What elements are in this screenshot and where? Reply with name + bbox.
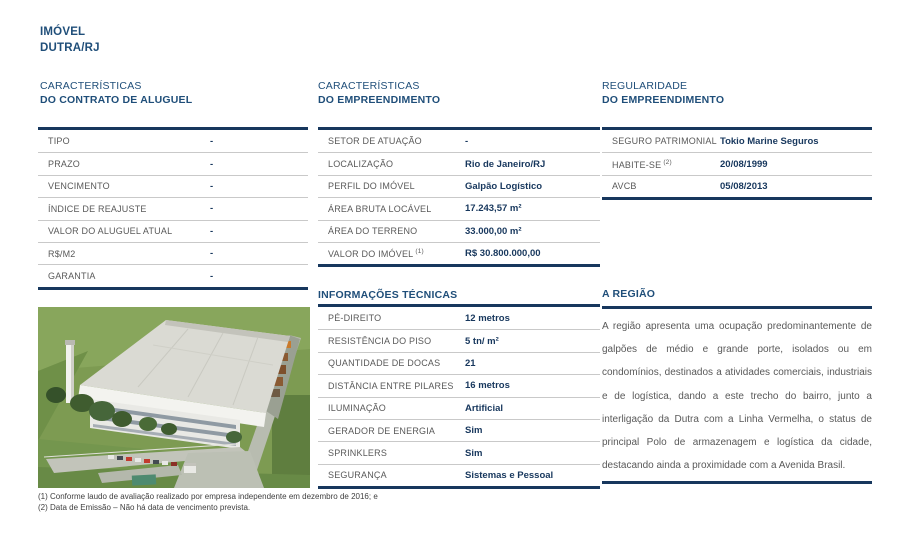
row-label: GERADOR DE ENERGIA [328, 425, 436, 436]
regularity-section-header [602, 80, 872, 107]
table-row [38, 220, 308, 242]
page-title-line1: IMÓVEL [40, 26, 86, 38]
row-value: - [210, 180, 214, 192]
row-label: PRAZO [48, 159, 81, 170]
regularity-header-line1: REGULARIDADE [602, 80, 688, 92]
row-value: 5 tn/ m² [465, 335, 499, 347]
table-row [38, 197, 308, 219]
row-label-footnote-ref: (2) [661, 158, 672, 166]
table-row [318, 152, 600, 174]
table-row [318, 374, 600, 396]
row-value: Sim [465, 425, 483, 437]
row-value: Tokio Marine Seguros [720, 135, 819, 147]
table-row [318, 464, 600, 486]
contract-header-line2: DO CONTRATO DE ALUGUEL [40, 93, 193, 106]
row-label-footnote-ref: (1) [413, 248, 424, 256]
row-value: 21 [465, 357, 476, 369]
page-title [40, 24, 100, 56]
row-value: 33.000,00 m² [465, 225, 522, 237]
table-row [38, 175, 308, 197]
development-table [318, 127, 600, 267]
table-row [602, 175, 872, 197]
row-value: - [210, 158, 214, 170]
row-label: ÁREA BRUTA LOCÁVEL [328, 203, 432, 214]
technical-section-header: INFORMAÇÕES TÉCNICAS [318, 289, 458, 301]
row-value: R$ 30.800.000,00 [465, 248, 541, 260]
contract-header-line1: CARACTERÍSTICAS [40, 80, 142, 92]
row-label: PÉ-DIREITO [328, 313, 382, 324]
region-bottom-rule [602, 481, 872, 484]
table-row [602, 152, 872, 174]
aerial-photo-warehouse [38, 307, 310, 488]
row-label: ÁREA DO TERRENO [328, 226, 418, 237]
row-label: SEGURANÇA [328, 470, 387, 481]
footnotes [38, 492, 378, 513]
row-label: AVCB [612, 181, 637, 192]
table-row [318, 220, 600, 242]
row-label: ILUMINAÇÃO [328, 403, 387, 414]
table-row [602, 130, 872, 152]
table-row [318, 197, 600, 219]
row-label: SEGURO PATRIMONIAL [612, 136, 717, 147]
row-value: Rio de Janeiro/RJ [465, 158, 546, 170]
row-label: ÍNDICE DE REAJUSTE [48, 203, 147, 214]
row-value: - [210, 270, 214, 282]
table-row [318, 130, 600, 152]
technical-table [318, 304, 600, 489]
row-label: HABITE-SE $^{(2)}$ [612, 158, 672, 170]
row-value: - [465, 135, 469, 147]
table-row [318, 441, 600, 463]
development-header-line1: CARACTERÍSTICAS [318, 80, 420, 92]
table-row [38, 130, 308, 152]
row-label: PERFIL DO IMÓVEL [328, 181, 415, 192]
row-label: QUANTIDADE DE DOCAS [328, 358, 441, 369]
row-label: GARANTIA [48, 271, 96, 282]
table-row [318, 352, 600, 374]
row-value: 16 metros [465, 380, 510, 392]
row-value: Artificial [465, 402, 504, 414]
row-label: DISTÂNCIA ENTRE PILARES [328, 380, 454, 391]
row-value: 17.243,57 m² [465, 203, 522, 215]
row-value: Galpão Logístico [465, 180, 543, 192]
row-label: VALOR DO ALUGUEL ATUAL [48, 226, 173, 237]
row-value: - [210, 203, 214, 215]
row-label: TIPO [48, 136, 70, 147]
row-label: RESISTÊNCIA DO PISO [328, 336, 432, 347]
row-value: 20/08/1999 [720, 158, 768, 170]
table-row [318, 242, 600, 264]
row-value: 12 metros [465, 312, 510, 324]
table-row [318, 329, 600, 351]
footnote-2: (2) Data de Emissão – Não há data de vencimento prevista. [38, 502, 251, 512]
table-row [38, 152, 308, 174]
aerial-photo-graphic [38, 307, 310, 488]
row-label: SPRINKLERS [328, 448, 388, 459]
page-title-line2: DUTRA/RJ [40, 42, 100, 54]
row-label: LOCALIZAÇÃO [328, 159, 394, 170]
row-value: - [210, 135, 214, 147]
table-row [38, 264, 308, 286]
regularity-table [602, 127, 872, 200]
development-section-header [318, 80, 600, 107]
table-row [318, 419, 600, 441]
row-label: R$/M2 [48, 248, 76, 259]
regularity-header-line2: DO EMPREENDIMENTO [602, 93, 725, 106]
region-section-header: A REGIÃO [602, 288, 872, 309]
region-description-text: A região apresenta uma ocupação predominantemente de galpões de médio e grande porte, isolados ou em condomínios, destinados a atividades comerciais, industriais e de logística, dando a este trecho do bairro, junto a interligação da Dutra com a Linha Vermelha, o status de principal Polo de armazenagem e logística da cidade, destacando ainda a proximidade com a Avenida Brasil. [602, 321, 872, 472]
table-row [38, 242, 308, 264]
row-value: Sim [465, 447, 483, 459]
row-value: - [210, 248, 214, 260]
row-label: VALOR DO IMÓVEL $^{(1)}$ [328, 248, 424, 260]
row-value: Sistemas e Pessoal [465, 469, 554, 481]
row-value: 05/08/2013 [720, 180, 768, 192]
table-row [318, 307, 600, 329]
row-label: VENCIMENTO [48, 181, 110, 192]
row-label: SETOR DE ATUAÇÃO [328, 136, 422, 147]
development-header-line2: DO EMPREENDIMENTO [318, 93, 441, 106]
table-row [318, 397, 600, 419]
table-row [318, 175, 600, 197]
footnote-1: (1) Conforme laudo de avaliação realizado por empresa independente em dezembro de 2016; e [38, 492, 378, 501]
row-value: - [210, 225, 214, 237]
contract-section-header [40, 80, 310, 107]
contract-table [38, 127, 308, 290]
